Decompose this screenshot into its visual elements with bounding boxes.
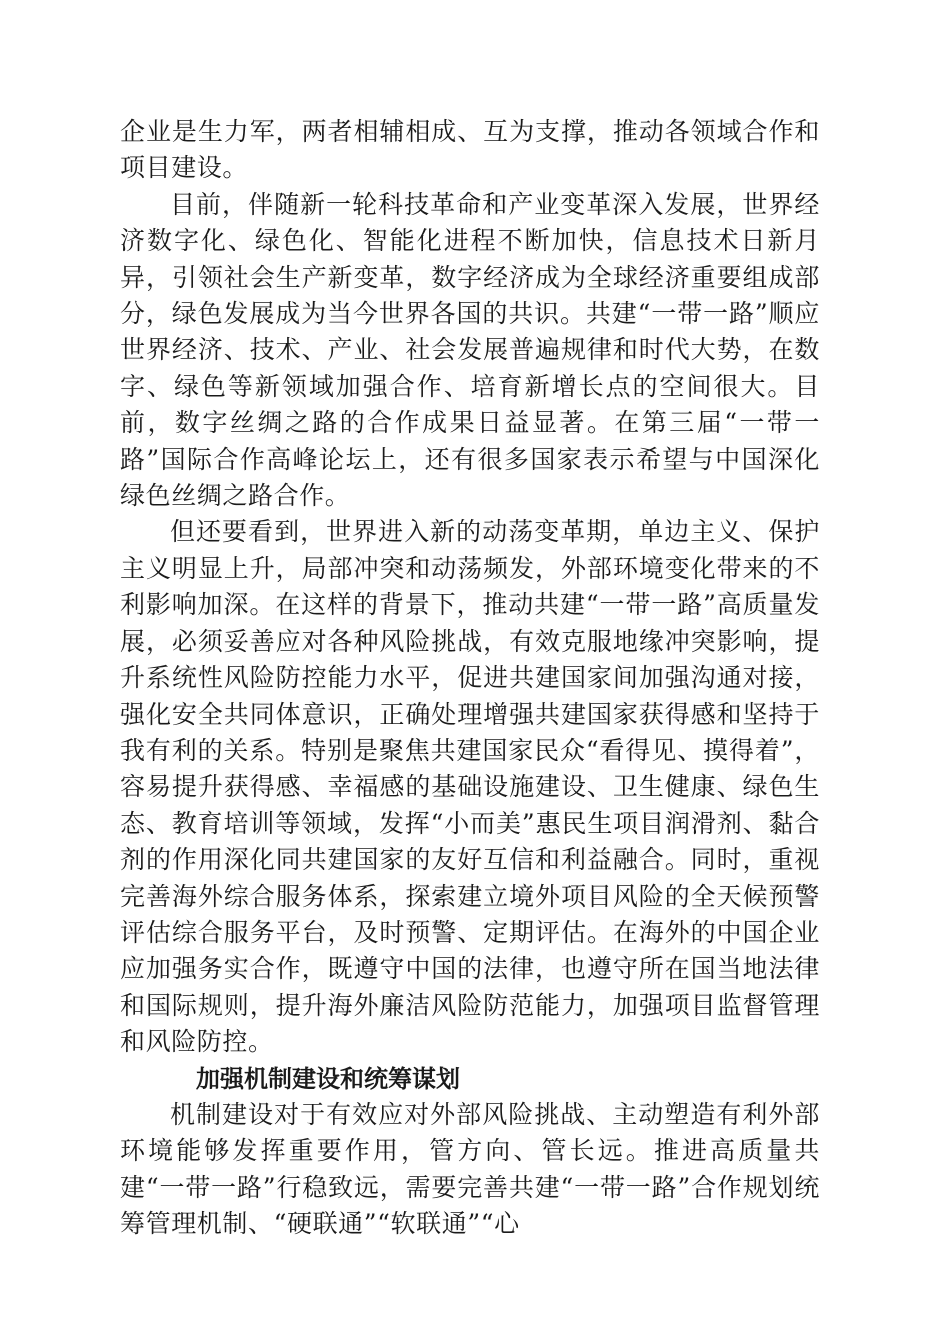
article-body <box>120 114 820 1243</box>
paragraph-mechanism-building: 机制建设对于有效应对外部风险挑战、主动塑造有利外部环境能够发挥重要作用，管方向、管长远。推进高质量共建“一带一路”行稳致远，需要完善共建“一带一路”合作规划统筹管理机制、“硬联通”“软联通”“心 <box>120 1099 820 1239</box>
paragraph-risk-challenges: 但还要看到，世界进入新的动荡变革期，单边主义、保护主义明显上升，局部冲突和动荡频发，外部环境变化带来的不利影响加深。在这样的背景下，推动共建“一带一路”高质量发展，必须妥善应对各种风险挑战，有效克服地缘冲突影响，提升系统性风险防控能力水平，促进共建国家间加强沟通对接，强化安全共同体意识，正确处理增强共建国家获得感和坚持于我有利的关系。特别是聚焦共建国家民众“看得见、摸得着”，容易提升获得感、幸福感的基础设施建设、卫生健康、绿色生态、教育培训等领域，发挥“小而美”惠民生项目润滑剂、黏合剂的作用深化同共建国家的友好互信和利益融合。同时，重视完善海外综合服务体系，探索建立境外项目风险的全天候预警评估综合服务平台，及时预警、定期评估。在海外的中国企业应加强务实合作，既遵守中国的法律，也遵守所在国当地法律和国际规则，提升海外廉洁风险防范能力，加强项目监督管理和风险防控。 <box>120 517 820 1057</box>
paragraph-continued: 企业是生力军，两者相辅相成、互为支撑，推动各领域合作和项目建设。 <box>120 117 820 183</box>
paragraph-digital-green-development: 目前，伴随新一轮科技革命和产业变革深入发展，世界经济数字化、绿色化、智能化进程不断加快，信息技术日新月异，引领社会生产新变革，数字经济成为全球经济重要组成部分，绿色发展成为当今世界各国的共识。共建“一带一路”顺应世界经济、技术、产业、社会发展普遍规律和时代大势，在数字、绿色等新领域加强合作、培育新增长点的空间很大。目前，数字丝绸之路的合作成果日益显著。在第三届“一带一路”国际合作高峰论坛上，还有很多国家表示希望与中国深化绿色丝绸之路合作。 <box>120 189 820 511</box>
section-heading: 加强机制建设和统筹谋划 <box>196 1064 460 1093</box>
